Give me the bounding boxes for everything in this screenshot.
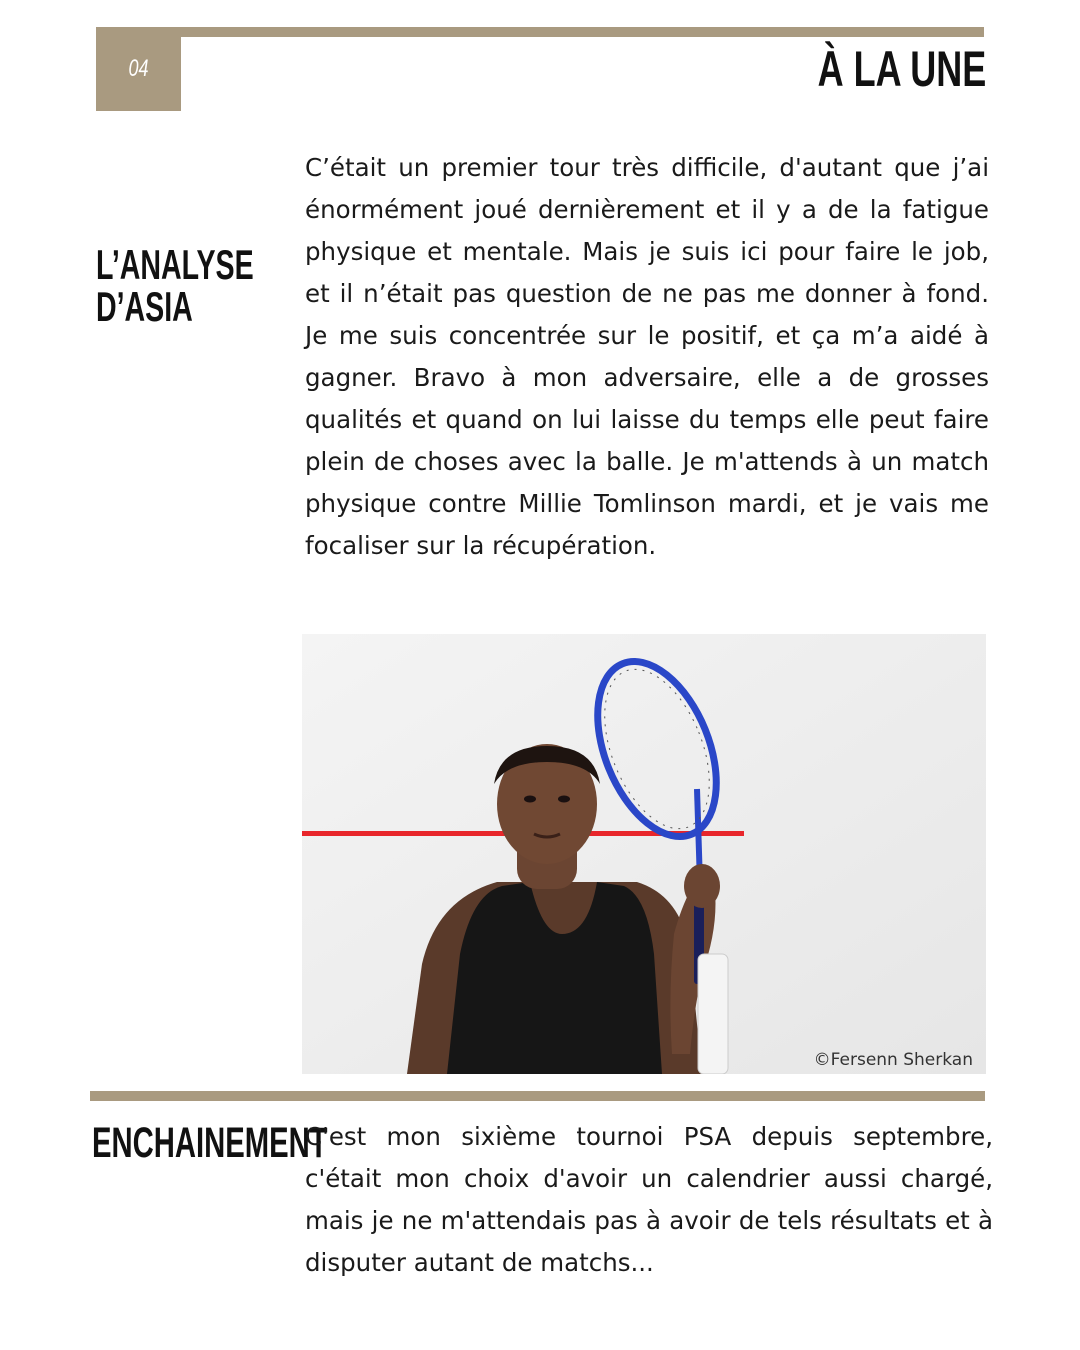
enchainement-heading: ENCHAINEMENT	[92, 1119, 328, 1167]
section-title: À LA UNE	[817, 41, 986, 97]
enchainement-text: C'est mon sixième tournoi PSA depuis septembre, c'était mon choix d'avoir un calendrier aussi chargé, mais je ne m'attendais pas à avoir de tels résultats et à disputer autant de matchs...	[305, 1122, 993, 1277]
photo-credit: ©Fersenn Sherkan	[813, 1050, 973, 1070]
analysis-text: C’était un premier tour très difficile, d'autant que j’ai énormément joué dernièrement et il y a de la fatigue physique et mentale. Mais je suis ici pour faire le job, et il n’était pas question de ne pas me donner à fond. Je me suis concentrée sur le positif, et ça m’a aidé à gagner. Bravo à mon adversaire, elle a de grosses qualités et quand on lui laisse du temps elle peut faire plein de choses avec la balle. Je m'attends à un match physique contre Millie Tomlinson mardi, et je vais me focaliser sur la récupération.	[305, 153, 989, 560]
analysis-heading-line1: L’ANALYSE	[96, 241, 254, 288]
analysis-heading-line2: D’ASIA	[96, 283, 193, 330]
header-rule	[96, 27, 984, 37]
page-number: 04	[128, 55, 149, 82]
player-photo-illustration	[302, 634, 986, 1074]
page-number-box	[96, 27, 181, 111]
analysis-heading	[96, 241, 254, 330]
player-photo	[302, 634, 986, 1074]
section-divider	[90, 1091, 985, 1101]
